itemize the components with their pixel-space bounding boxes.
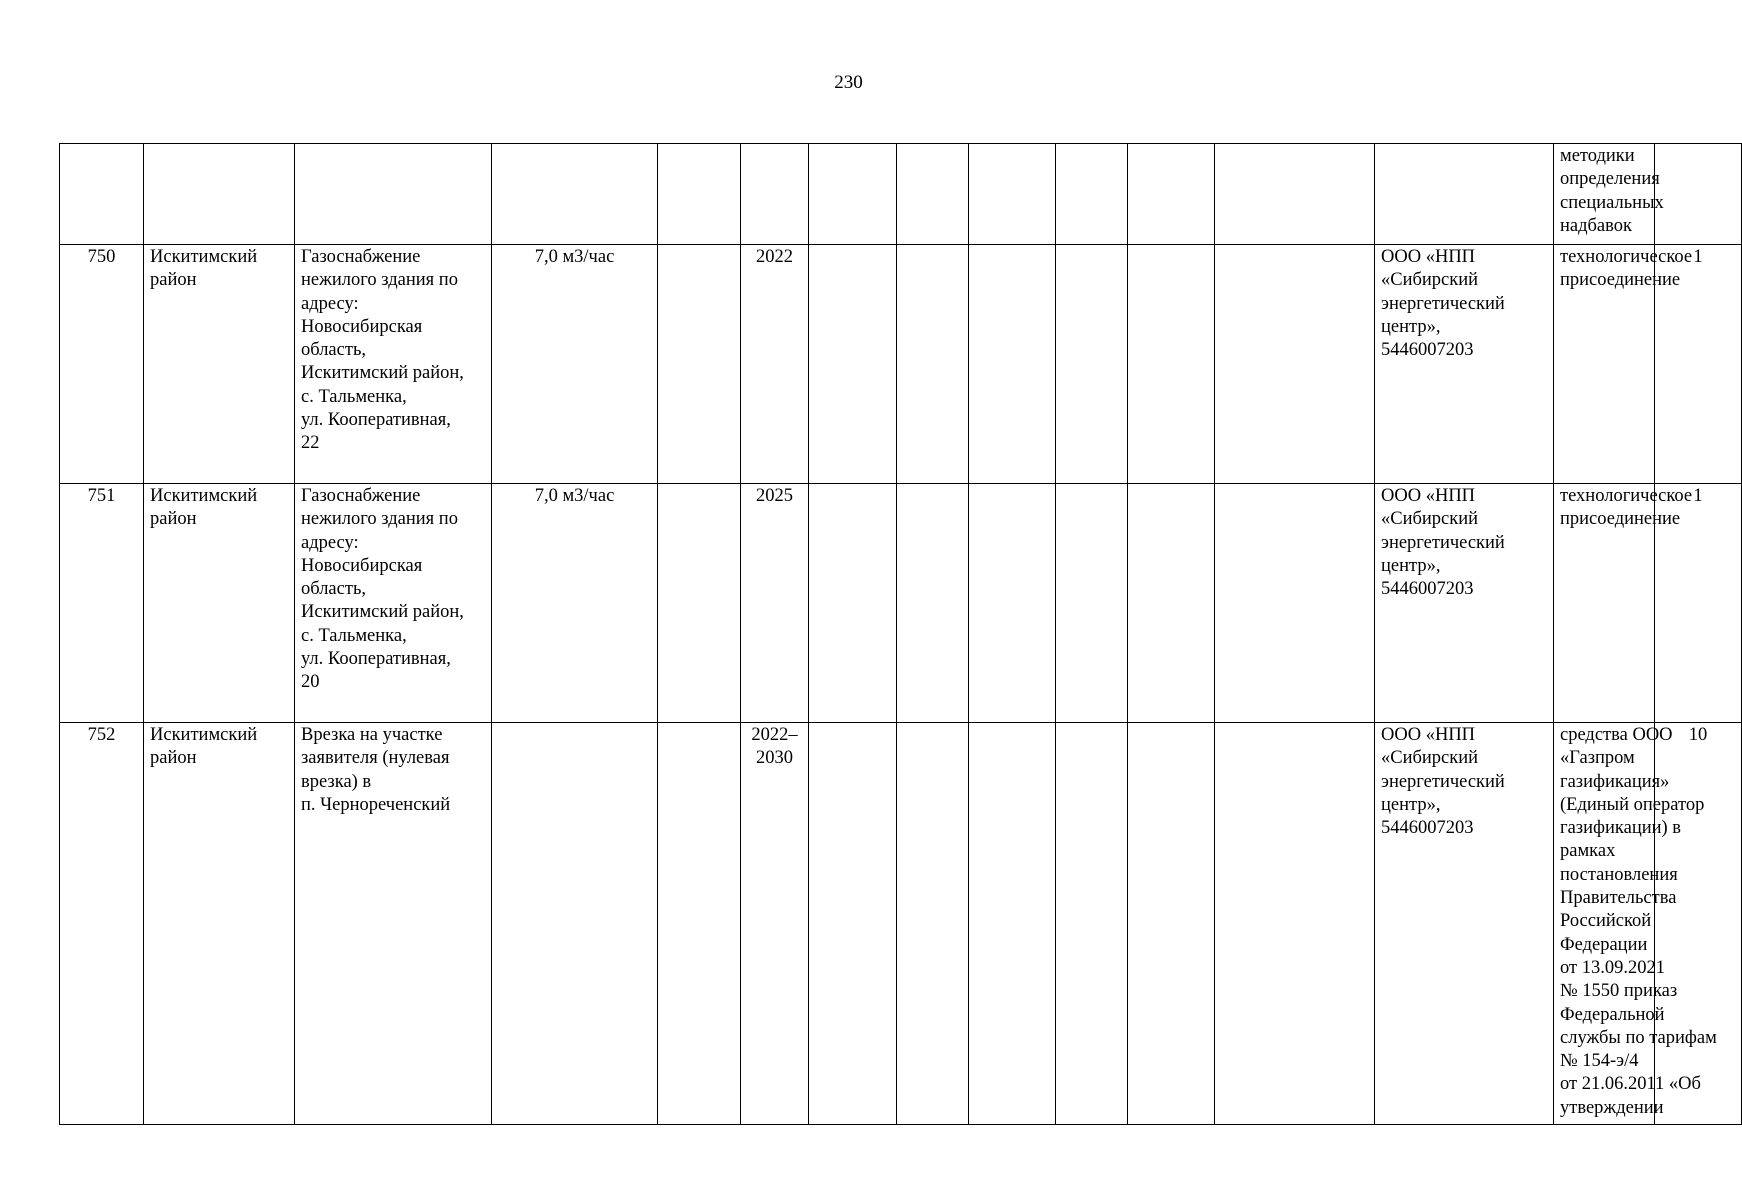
- cell-col8: [897, 723, 969, 1125]
- cell-text-line: центр»,: [1381, 316, 1441, 337]
- cell-text-line: от 21.06.2011 «Об: [1560, 1074, 1701, 1095]
- table-row: [60, 484, 1742, 723]
- cell-text-line: Российской: [1560, 911, 1652, 932]
- cell-quantity: 1: [1655, 245, 1742, 484]
- cell-col9: [969, 723, 1056, 1125]
- cell-col10: [1056, 144, 1128, 245]
- cell-text-line: 5446007203: [1381, 818, 1474, 839]
- cell-text-line: службы по тарифам: [1560, 1027, 1717, 1048]
- cell-text-line: заявителя (нулевая: [301, 748, 450, 769]
- cell-number: [60, 144, 144, 245]
- cell-funding-source: [1554, 723, 1717, 1125]
- cell-year: [741, 723, 809, 1125]
- cell-text-line: ООО «НПП: [1381, 247, 1476, 267]
- cell-col9: [969, 484, 1056, 723]
- cell-object: [295, 723, 492, 1125]
- cell-text-line: рамках: [1560, 841, 1616, 862]
- cell-capacity: 7,0 м3/час: [492, 245, 658, 484]
- cell-text-line: п. Чернореченский: [301, 794, 451, 815]
- cell-col12: [1215, 484, 1375, 723]
- cell-col7: [809, 723, 897, 1125]
- cell-text-line: Искитимский район,: [301, 363, 464, 384]
- cell-col8: [897, 484, 969, 723]
- cell-col11: [1128, 144, 1215, 245]
- cell-text-line: район: [150, 748, 197, 769]
- cell-text-line: адресу:: [301, 532, 359, 553]
- cell-text-line: с. Тальменка,: [301, 386, 407, 407]
- cell-text-line: врезка) в: [301, 771, 372, 792]
- cell-organization: [1375, 723, 1554, 1125]
- cell-text-line: «Газпром: [1560, 748, 1635, 769]
- cell-text-line: с. Тальменка,: [301, 625, 407, 646]
- cell-text-line: «Сибирский: [1381, 509, 1479, 530]
- cell-text-line: средства ООО: [1560, 725, 1673, 745]
- cell-year: 2022: [741, 245, 809, 484]
- cell-text-line: центр»,: [1381, 794, 1441, 815]
- cell-col7: [809, 144, 897, 245]
- cell-col9: [969, 245, 1056, 484]
- cell-col10: [1056, 484, 1128, 723]
- cell-text-line: 5446007203: [1381, 340, 1474, 361]
- cell-number: 751: [60, 484, 144, 723]
- cell-text-line: Искитимский район,: [301, 602, 464, 623]
- cell-year: [741, 144, 809, 245]
- cell-text-line: 2022–: [751, 725, 798, 745]
- cell-text-line: Искитимский: [150, 725, 258, 745]
- cell-text-line: Искитимский: [150, 486, 258, 506]
- cell-text-line: ООО «НПП: [1381, 725, 1476, 745]
- cell-text-line: 20: [301, 672, 320, 693]
- cell-number: 750: [60, 245, 144, 484]
- cell-col11: [1128, 245, 1215, 484]
- cell-text-line: надбавок: [1560, 215, 1632, 236]
- cell-col5: [658, 144, 741, 245]
- cell-text-line: специальных: [1560, 192, 1664, 213]
- cell-district: [144, 484, 295, 723]
- cell-col5: [658, 484, 741, 723]
- cell-object: [295, 245, 492, 484]
- cell-col12: [1215, 245, 1375, 484]
- cell-text-line: энергетический: [1381, 771, 1505, 792]
- table-row: [60, 245, 1742, 484]
- cell-text-line: район: [150, 509, 197, 530]
- cell-organization: [1375, 144, 1554, 245]
- cell-text-line: утверждении: [1560, 1097, 1664, 1118]
- cell-text-line: 22: [301, 433, 320, 454]
- cell-text-line: № 1550 приказ: [1560, 981, 1678, 1002]
- cell-object: [295, 144, 492, 245]
- cell-col10: [1056, 245, 1128, 484]
- cell-text-line: технологическое: [1560, 247, 1693, 267]
- cell-text-line: Новосибирская: [301, 555, 423, 576]
- cell-col7: [809, 245, 897, 484]
- cell-text-line: Новосибирская: [301, 316, 423, 337]
- cell-quantity: 10: [1655, 723, 1742, 1125]
- cell-text-line: ул. Кооперативная,: [301, 410, 451, 431]
- cell-quantity: 1: [1655, 484, 1742, 723]
- cell-text-line: Врезка на участке: [301, 725, 443, 745]
- cell-text-line: Федеральной: [1560, 1004, 1665, 1025]
- cell-col12: [1215, 723, 1375, 1125]
- cell-text-line: от 13.09.2021: [1560, 957, 1665, 978]
- cell-district: [144, 245, 295, 484]
- cell-col8: [897, 144, 969, 245]
- cell-text-line: район: [150, 270, 197, 291]
- cell-capacity: [492, 723, 658, 1125]
- cell-text-line: нежилого здания по: [301, 270, 458, 291]
- cell-text-line: Искитимский: [150, 247, 258, 267]
- cell-text-line: нежилого здания по: [301, 509, 458, 530]
- cell-text-line: 5446007203: [1381, 579, 1474, 600]
- cell-text-line: ООО «НПП: [1381, 486, 1476, 506]
- cell-text-line: Газоснабжение: [301, 247, 421, 267]
- cell-col9: [969, 144, 1056, 245]
- cell-col5: [658, 245, 741, 484]
- cell-text-line: № 154-э/4: [1560, 1051, 1639, 1072]
- cell-text-line: присоединение: [1560, 509, 1681, 530]
- table-row: [60, 723, 1742, 1125]
- cell-capacity: 7,0 м3/час: [492, 484, 658, 723]
- cell-col5: [658, 723, 741, 1125]
- cell-text-line: технологическое: [1560, 486, 1693, 506]
- cell-text-line: энергетический: [1381, 532, 1505, 553]
- data-table: [59, 143, 1742, 1125]
- cell-year: 2025: [741, 484, 809, 723]
- cell-col12: [1215, 144, 1375, 245]
- cell-funding-source: [1554, 245, 1693, 484]
- cell-text-line: Газоснабжение: [301, 486, 421, 506]
- cell-text-line: присоединение: [1560, 270, 1681, 291]
- cell-text-line: центр»,: [1381, 555, 1441, 576]
- cell-text-line: область,: [301, 340, 367, 361]
- cell-text-line: определения: [1560, 169, 1660, 190]
- cell-district: [144, 723, 295, 1125]
- cell-capacity: [492, 144, 658, 245]
- cell-district: [144, 144, 295, 245]
- page-number: 230: [834, 72, 863, 93]
- cell-text-line: ул. Кооперативная,: [301, 649, 451, 670]
- cell-text-line: (Единый оператор: [1560, 794, 1705, 815]
- cell-text-line: область,: [301, 579, 367, 600]
- cell-organization: [1375, 484, 1554, 723]
- cell-col10: [1056, 723, 1128, 1125]
- cell-col11: [1128, 723, 1215, 1125]
- cell-text-line: газификации) в: [1560, 818, 1682, 839]
- cell-col7: [809, 484, 897, 723]
- cell-funding-source: [1554, 144, 1664, 245]
- cell-quantity: [1655, 144, 1742, 245]
- cell-number: 752: [60, 723, 144, 1125]
- cell-text-line: адресу:: [301, 293, 359, 314]
- cell-text-line: «Сибирский: [1381, 748, 1479, 769]
- cell-object: [295, 484, 492, 723]
- cell-text-line: Правительства: [1560, 888, 1677, 909]
- cell-col8: [897, 245, 969, 484]
- cell-text-line: Федерации: [1560, 934, 1648, 955]
- cell-organization: [1375, 245, 1554, 484]
- table-row: [60, 144, 1742, 245]
- cell-text-line: постановления: [1560, 864, 1678, 885]
- cell-text-line: газификация»: [1560, 771, 1670, 792]
- cell-text-line: 2030: [756, 748, 793, 769]
- cell-col11: [1128, 484, 1215, 723]
- cell-text-line: энергетический: [1381, 293, 1505, 314]
- cell-funding-source: [1554, 484, 1693, 723]
- cell-text-line: методики: [1560, 146, 1635, 166]
- cell-text-line: «Сибирский: [1381, 270, 1479, 291]
